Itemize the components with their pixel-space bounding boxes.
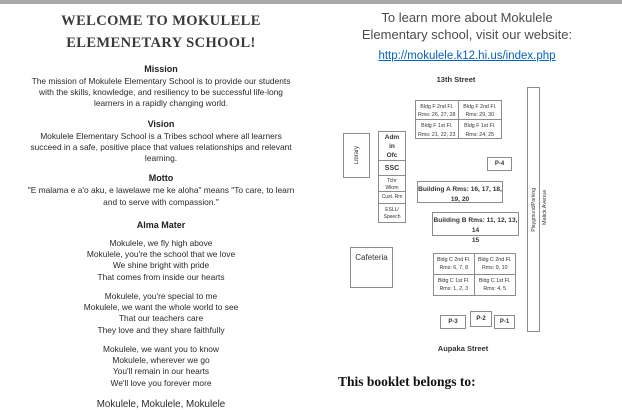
building-f-grid	[415, 100, 502, 139]
library-label: Library	[353, 146, 360, 165]
custodian-room-box: Cust. Rm	[378, 191, 406, 204]
vision-section	[25, 119, 297, 165]
scan-edge	[0, 0, 622, 4]
alma-mater-section	[25, 220, 297, 410]
vision-text: Mokulele Elementary School is a Tribes school where all learners succeed in a safe, positive place that values relationships and relevant learning.	[30, 130, 292, 164]
street-label-aupaka: Aupaka Street	[437, 344, 489, 353]
cafeteria-box: Cafeteria	[350, 247, 393, 288]
bldg-f-cell: Bldg F 1st Fl. Rms: 24, 25	[464, 123, 496, 138]
alma-mater-stanza-3: Mokulele, we want you to know Mokulele, wherever we go You'll remain in our hearts We'll love you forever more	[103, 343, 219, 388]
vision-heading: Vision	[147, 118, 175, 129]
building-a-box: Building A Rms: 16, 17, 18, 19, 20	[417, 181, 503, 203]
playground-parking-strip	[527, 87, 540, 332]
alma-mater-heading: Alma Mater	[136, 219, 186, 230]
alma-mater-closing: Mokulele, Mokulele, Mokulele	[96, 398, 226, 410]
booklet-belongs-label: This booklet belongs to:	[338, 374, 476, 389]
intro-line-1: To learn more about Mokulele	[381, 10, 553, 25]
motto-section	[25, 173, 297, 208]
street-label-13th: 13th Street	[436, 75, 476, 84]
bldg-c-cell: Bldg C 1st Fl. Rms: 1, 2, 3	[434, 275, 475, 296]
parking-p4-box: P-4	[487, 157, 512, 171]
alma-mater-stanza-2: Mokulele, you're special to me Mokulele, we want the whole world to see That our teachers care They love and they share faithfully	[83, 290, 239, 335]
teacher-workroom-box: Tchr Wkrm	[378, 175, 406, 192]
parking-p2-box: P-2	[470, 311, 492, 327]
welcome-page	[25, 10, 297, 410]
parking-p3-box: P-3	[440, 315, 466, 329]
admin-office-box: Adm in Ofc	[378, 131, 406, 161]
title-line-2: ELEMENETARY SCHOOL!	[66, 35, 256, 52]
alma-mater-stanza-1: Mokulele, we fly high above Mokulele, you're the school that we love We shine bright with pride That comes from inside our hearts	[86, 237, 236, 282]
website-intro	[322, 10, 612, 44]
intro-line-2: Elementary school, visit our website:	[361, 26, 573, 42]
bldg-f-cell: Bldg F 1st Fl. Rms: 21, 22, 23	[416, 120, 459, 138]
mission-section	[25, 64, 297, 110]
mission-text: The mission of Mokulele Elementary School is to provide our students with the skills, knowledge, and resiliency to be successful life-long learners in a rapidly changing world.	[31, 75, 291, 109]
playground-parking-label: Playground/Parking	[530, 187, 537, 232]
motto-heading: Motto	[148, 173, 174, 184]
library-box	[343, 133, 370, 178]
website-link[interactable]: http://mokulele.k12.hi.us/index.php	[378, 50, 556, 62]
malick-avenue-label: Malick Avenue	[542, 189, 548, 225]
page-title	[25, 10, 297, 55]
building-b-box: Building B Rms: 11, 12, 13, 14 15	[432, 212, 519, 236]
bldg-f-cell: Bldg F 2nd Fl. Rms: 26, 27, 28	[416, 101, 459, 120]
mission-heading: Mission	[144, 63, 178, 74]
motto-text: "E malama e a'o aku, e lawelawe me ke aloha" means "To care, to learn and to serve with compassion."	[27, 185, 295, 207]
building-c-grid	[433, 253, 516, 296]
title-line-1: WELCOME TO MOKULELE	[61, 13, 261, 29]
website-link-row	[322, 46, 612, 64]
esll-speech-box: ESLL/ Speech	[378, 203, 406, 223]
bldg-f-cell: Bldg F 2nd Fl. Rms: 29, 30	[459, 101, 502, 120]
ssc-box: SSC	[378, 160, 406, 176]
bldg-c-cell: Bldg C 2nd Fl. Rms: 6, 7, 8	[434, 254, 475, 275]
bldg-c-cell: Bldg C 2nd Fl. Rms: 9, 10	[475, 254, 516, 275]
parking-p1-box: P-1	[494, 315, 515, 329]
bldg-c-cell: Bldg C 1st Fl. Rms: 4, 5	[478, 277, 511, 292]
